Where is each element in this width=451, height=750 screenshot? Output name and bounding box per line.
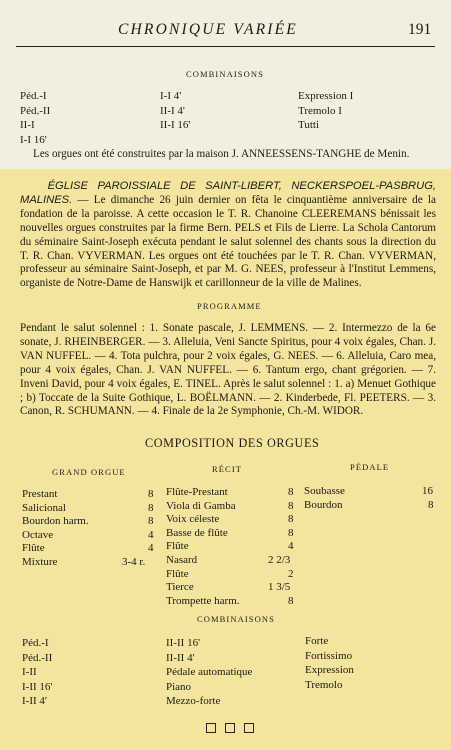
stop-name: Prestant (22, 488, 58, 500)
combination-item: Péd.-II (20, 104, 51, 117)
stop-pitch: 8 (288, 513, 294, 526)
stop-pitch: 16 (422, 485, 433, 497)
stop-pitch: 8 (428, 498, 434, 511)
combination-item: Expression I (298, 90, 354, 102)
stop-name: Salicional (22, 501, 66, 514)
stop-pitch: 8 (288, 526, 294, 539)
stop-pitch: 8 (148, 501, 154, 514)
stop-row (166, 568, 306, 582)
combinaisons-top-col3 (298, 89, 353, 133)
stop-row (22, 515, 162, 529)
stop-row (304, 485, 439, 499)
stop-row (166, 554, 306, 568)
stop-row (166, 500, 306, 514)
section-end-ornament (206, 723, 254, 733)
stop-row (166, 513, 306, 527)
stop-name: Bourdon harm. (22, 515, 89, 528)
grand-orgue-heading: GRAND ORGUE (52, 467, 126, 477)
stop-pitch: 3-4 r. (122, 555, 146, 568)
stop-row (22, 529, 162, 543)
stop-name: Octave (22, 528, 54, 541)
stop-row (304, 499, 439, 513)
pedale-stops (304, 485, 439, 512)
combination-item: I-I 4' (160, 90, 182, 102)
page-number: 191 (408, 21, 432, 38)
combination-item: II-II 16' (166, 637, 201, 649)
combination-item: Péd.-I (20, 90, 47, 102)
stop-row (22, 542, 162, 556)
square-ornament-icon (244, 723, 254, 733)
combination-item: Tutti (298, 119, 320, 131)
combination-item: I-II (22, 666, 37, 678)
stop-pitch: 8 (148, 515, 154, 528)
article-body: — Le dimanche 26 juin dernier on fêta le cinquantième anniversaire de la fondation de la paroisse. A cette occasion le T. R. Chanoine CLEEREMANS bénissait les nouvelles orgues construites par la firme Bern. PELS et Fils de Lierre. La Schola Cantorum du séminaire Saint-Joseph exécuta pendant le salut solennel des chants sous la direction du T. R. Chan. VYVERMAN. Les orgues ont été touchées par le T. R. Chan. VYVERMAN, professeur au séminaire Saint-Joseph, et par M. G. NEES, professeur à l'Institut Lemmens, organiste de Notre-Dame de Hanswijk et carillonneur de la ville de Malines. (20, 193, 436, 290)
stop-name: Mixture (22, 555, 58, 568)
combination-item: Mezzo-forte (166, 695, 221, 707)
combination-item: II-II 4' (166, 651, 195, 664)
stop-row (166, 595, 306, 609)
combination-item: I-I 16' (20, 133, 47, 146)
combination-item: Péd.-II (22, 651, 53, 664)
stop-name: Flûte-Prestant (166, 486, 228, 498)
stop-pitch: 8 (288, 594, 294, 607)
square-ornament-icon (206, 723, 216, 733)
stop-name: Flûte (22, 542, 45, 555)
combinaisons-heading-bottom: COMBINAISONS (197, 614, 275, 624)
stop-name: Nasard (166, 553, 198, 566)
stop-name: Viola di Gamba (166, 499, 236, 512)
stop-name: Tierce (166, 581, 194, 594)
combinaisons-bottom-col2 (166, 636, 252, 709)
combinaisons-bottom-col3 (305, 634, 354, 692)
stop-row (166, 581, 306, 595)
programme-text: Pendant le salut solennel : 1. Sonate pascale, J. LEMMENS. — 2. Intermezzo de la 6e sonate, J. RHEINBERGER. — 3. Alleluia, Veni Sancte Spiritus, pour 4 voix égales, Chan. J. VAN NUFFEL. — 4. Tota pulchra, pour 2 voix égales, G. NEES. — 6. Alleluia, Caro mea, pour 4 voix égales, Chan. J. VAN NUFFEL. — 6. Tantum ergo, chant grégorien. — 7. Inveni David, pour 4 voix égales, E. TINEL. Après le salut solennel : 1. a) Menuet Gothique ; b) Toccate de la Suite Gothique, L. BOËLMANN. — 2. Kinderbede, Fl. PEETERS. — 3. Canon, R. SCHUMANN. — 4. Finale de la 2e Symphonie, Ch.-M. WIDOR. (20, 322, 436, 418)
composition-heading: COMPOSITION DES ORGUES (145, 436, 320, 450)
stop-row (166, 486, 306, 500)
combination-item: II-I 4' (160, 104, 185, 117)
stop-name: Bourdon (304, 498, 343, 511)
combination-item: Tremolo I (298, 104, 342, 117)
combinaisons-top-col1 (20, 89, 50, 147)
stop-pitch: 8 (288, 499, 294, 512)
stop-pitch: 2 2/3 (268, 553, 291, 566)
combination-item: Expression (305, 664, 354, 676)
combination-item: Forte (305, 635, 329, 647)
stop-row (166, 527, 306, 541)
combinaisons-bottom-col1 (22, 636, 52, 709)
combination-item: II-I (20, 119, 35, 131)
combination-item: Pédale automatique (166, 666, 253, 678)
stop-row (22, 488, 162, 502)
stop-row (166, 540, 306, 554)
pedale-heading: PÉDALE (350, 462, 390, 472)
combination-item: II-I 16' (160, 119, 191, 131)
stop-name: Flûte (166, 567, 189, 580)
stop-name: Voix céleste (166, 513, 220, 526)
recit-heading: RÉCIT (212, 464, 243, 474)
stop-name: Flûte (166, 540, 189, 553)
grand-orgue-stops (22, 488, 162, 570)
stop-name: Soubasse (304, 485, 345, 497)
stop-pitch: 2 (288, 567, 294, 580)
stop-name: Basse de flûte (166, 526, 228, 539)
stop-pitch: 1 3/5 (268, 581, 291, 594)
combinaisons-top-col2 (160, 89, 190, 133)
stop-row (22, 556, 162, 570)
combination-item: Piano (166, 680, 192, 693)
combinaisons-heading-top: COMBINAISONS (186, 69, 264, 79)
stop-pitch: 4 (148, 542, 154, 555)
article-paragraph (20, 180, 436, 291)
combination-item: I-II 4' (22, 695, 47, 707)
header-rule (16, 46, 435, 47)
stop-pitch: 8 (288, 486, 294, 498)
combination-item: I-II 16' (22, 680, 53, 693)
programme-heading: PROGRAMME (197, 301, 262, 311)
square-ornament-icon (225, 723, 235, 733)
stop-pitch: 4 (148, 528, 154, 541)
stop-row (22, 502, 162, 516)
combination-item: Fortissimo (305, 649, 353, 662)
stop-name: Trompette harm. (166, 594, 240, 607)
recit-stops (166, 486, 306, 608)
stop-pitch: 4 (288, 540, 294, 553)
combination-item: Tremolo (305, 678, 343, 691)
article-title: ÉGLISE PAROISSIALE DE SAINT-LIBERT, NECKERSPOEL-PASBRUG, MALINES. (20, 180, 437, 206)
stop-pitch: 8 (148, 488, 154, 500)
builder-note: Les orgues ont été construites par la maison J. ANNEESSENS-TANGHE de Menin. (33, 148, 410, 160)
running-header-title: CHRONIQUE VARIÉE (118, 21, 298, 38)
combination-item: Péd.-I (22, 637, 49, 649)
